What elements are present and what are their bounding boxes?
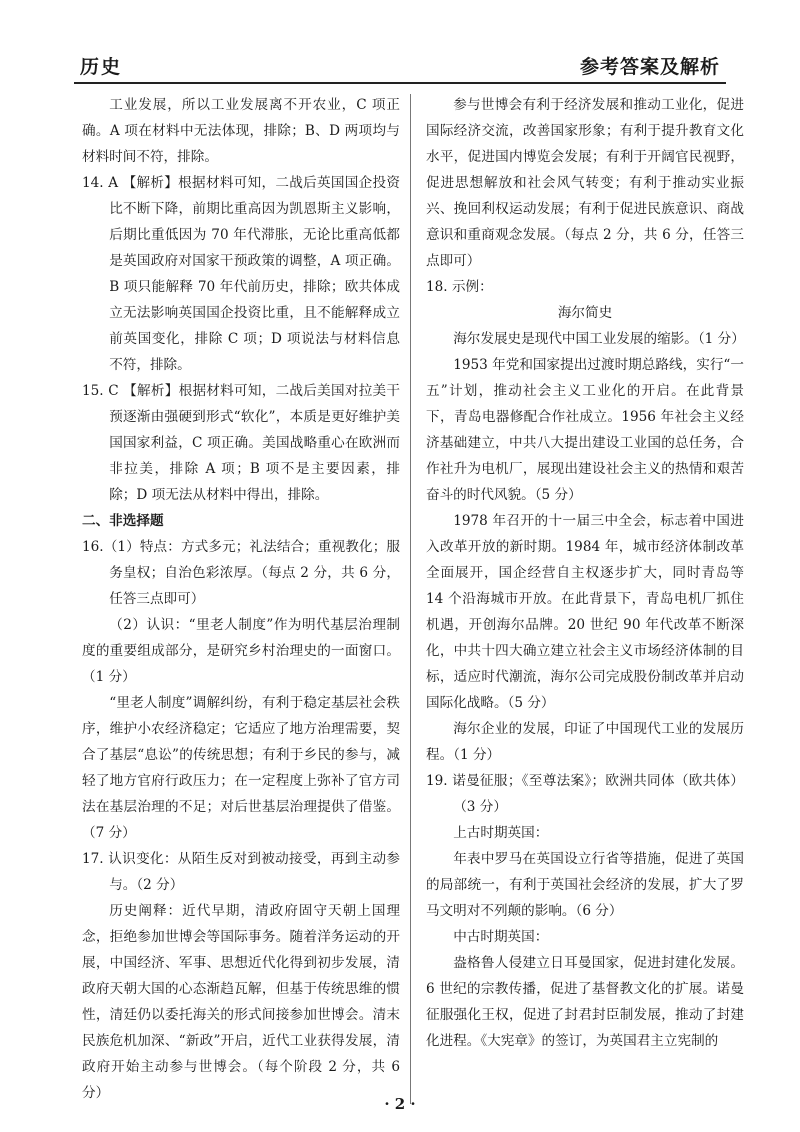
left-paragraph: （2）认识：“里老人制度”作为明代基层治理制度的重要组成部分，是研究乡村治理史的一面窗口。（1 分） bbox=[82, 617, 400, 685]
document-title: 参考答案及解析 bbox=[579, 56, 720, 78]
left-paragraph: 17. 认识变化：从陌生反对到被动接受，再到主动参与。（2 分） bbox=[82, 851, 400, 893]
right-paragraph: 1953 年党和国家提出过渡时期总路线，实行“一五”计划，推动社会主义工业化的开启。在此背景下，青岛电器修配合作社成立。1956 年社会主义经济基础建立，中共八大提出建设工业国的总任务，合作社升为电机厂，展现出建设社会主义的热情和艰苦奋斗的时代风貌。（5 分） bbox=[426, 357, 744, 503]
right-paragraph: 海尔发展史是现代中国工业发展的缩影。（1 分） bbox=[453, 331, 745, 347]
right-paragraph: 年表中罗马在英国设立行省等措施，促进了英国的局部统一，有利于英国社会经济的发展，扩大了罗马文明对不列颠的影响。（6 分） bbox=[426, 851, 744, 919]
right-paragraph: 1978 年召开的十一届三中全会，标志着中国进入改革开放的新时期。1984 年，城市经济体制改革全面展开，国企经营自主权逐步扩大，同时青岛等 14 个沿海城市开放。在此背景下，青岛电机厂抓住机遇，开创海尔品牌。20 世纪 90 年代改革不断深化，中共十四大确立建立社会主义市场经济体制的目标，适应时代潮流，海尔公司完成股份制改革并启动国际化战略。（5 分） bbox=[426, 513, 744, 711]
right-column bbox=[426, 92, 744, 1054]
left-column bbox=[82, 92, 400, 1106]
right-paragraph: 中古时期英国： bbox=[453, 929, 549, 945]
subject-label: 历史 bbox=[80, 56, 123, 78]
right-paragraph: 海尔简史 bbox=[557, 305, 613, 321]
left-paragraph: 二、非选择题 bbox=[82, 513, 164, 529]
page-number: · 2 · bbox=[384, 1095, 416, 1113]
column-divider bbox=[410, 94, 411, 1104]
right-paragraph: 盎格鲁人侵建立日耳曼国家，促进封建化发展。6 世纪的宗教传播，促进了基督教文化的扩展。诺曼征服强化王权，促进了封君封臣制发展，推动了封建化进程。《大宪章》的签订，为英国君主立宪制的 bbox=[426, 955, 744, 1049]
left-paragraph: 工业发展，所以工业发展离不开农业，C 项正确。A 项在材料中无法体现，排除；B、D 两项均与材料时间不符，排除。 bbox=[82, 97, 400, 165]
right-paragraph: 上古时期英国： bbox=[453, 825, 549, 841]
left-paragraph: “里老人制度”调解纠纷，有利于稳定基层社会秩序，维护小农经济稳定；它适应了地方治理需要，契合了基层“息讼”的传统思想；有利于乡民的参与，减轻了地方官府行政压力；在一定程度上弥补了官方司法在基层治理的不足；对后世基层治理提供了借鉴。（7 分） bbox=[82, 695, 400, 841]
right-paragraph: 19. 诺曼征服；《至尊法案》；欧洲共同体（欧共体）（3 分） bbox=[426, 773, 744, 815]
right-paragraph: 18. 示例： bbox=[426, 279, 493, 295]
header-rule bbox=[74, 82, 726, 84]
right-paragraph: 海尔企业的发展，印证了中国现代工业的发展历程。（1 分） bbox=[426, 721, 744, 763]
left-paragraph: 历史阐释：近代早期，清政府固守天朝上国理念，拒绝参加世博会等国际事务。随着洋务运动的开展，中国经济、军事、思想近代化得到初步发展，清政府天朝大国的心态渐趋瓦解，但基于传统思维的惯性，清廷仍以委托海关的形式间接参加世博会。清末民族危机加深、“新政”开启，近代工业获得发展，清政府开始主动参与世博会。（每个阶段 2 分，共 6 分） bbox=[82, 903, 400, 1101]
page-header bbox=[74, 44, 726, 80]
left-paragraph: 15. C 【解析】根据材料可知，二战后美国对拉美干预逐渐由强硬到形式“软化”，本质是更好维护美国国家利益，C 项正确。美国战略重心在欧洲而非拉美，排除 A 项；B 项不是主要因素，排除；D 项无法从材料中得出，排除。 bbox=[82, 383, 400, 503]
right-paragraph: 参与世博会有利于经济发展和推动工业化，促进国际经济交流，改善国家形象；有利于提升教育文化水平，促进国内博览会发展；有利于开阔官民视野，促进思想解放和社会风气转变；有利于推动实业振兴、挽回利权运动发展；有利于促进民族意识、商战意识和重商观念发展。（每点 2 分，共 6 分，任答三点即可） bbox=[426, 97, 744, 269]
left-paragraph: 14. A 【解析】根据材料可知，二战后英国国企投资比不断下降，前期比重高因为凯恩斯主义影响，后期比重低因为 70 年代滞胀，无论比重高低都是英国政府对国家干预政策的调整，A 项正确。B 项只能解释 70 年代前历史，排除；欧共体成立无法影响英国国企投资比重，且不能解释成立前英国变化，排除 C 项；D 项说法与材料信息不符，排除。 bbox=[82, 175, 400, 373]
left-paragraph: 16.（1）特点：方式多元；礼法结合；重视教化；服务皇权；自治色彩浓厚。（每点 2 分，共 6 分，任答三点即可） bbox=[82, 539, 400, 607]
